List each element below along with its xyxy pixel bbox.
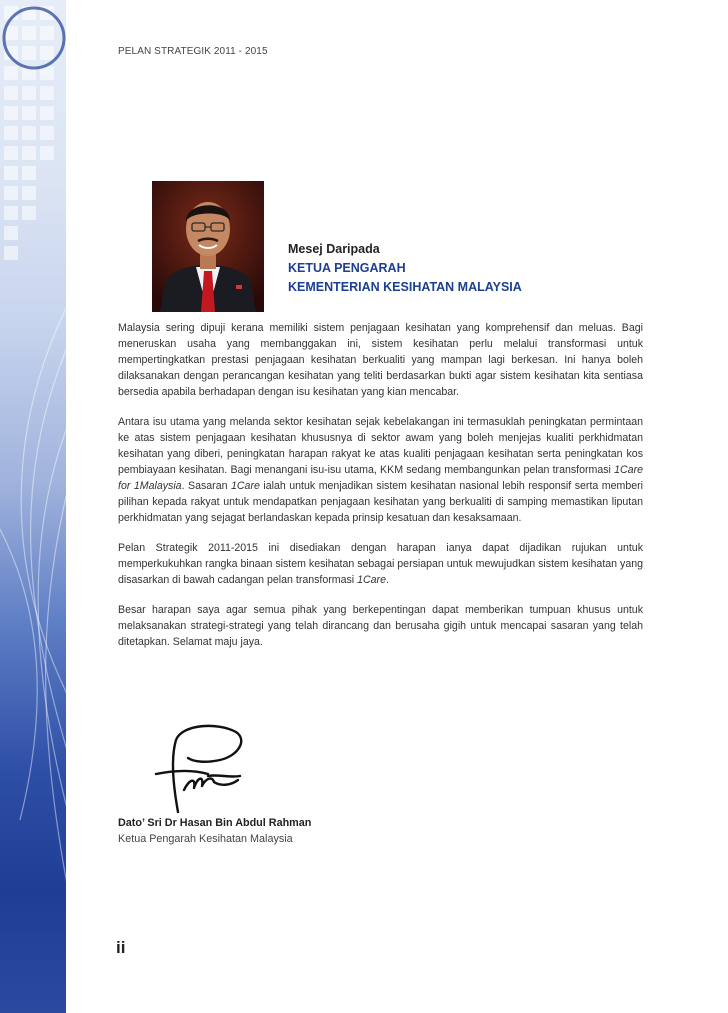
- signer-name: Dato’ Sri Dr Hasan Bin Abdul Rahman: [118, 817, 312, 829]
- message-title-from: Mesej Daripada: [288, 242, 380, 256]
- portrait-photo: [152, 181, 264, 312]
- signer-position: Ketua Pengarah Kesihatan Malaysia: [118, 833, 293, 845]
- paragraph-4: Besar harapan saya agar semua pihak yang berkepentingan dapat memberikan tumpuan khusus untuk melaksanakan strategi-strategi yang telah dirancang dan berusaha gigih untuk mencapai sasaran yang telah ditetapkan. Selamat maju jaya.: [118, 604, 643, 648]
- signature-drawing: [148, 720, 258, 815]
- message-title-position: KETUA PENGARAH: [288, 261, 406, 275]
- signer-block: [118, 815, 311, 847]
- handwritten-signature: [148, 720, 258, 820]
- message-title-block: [288, 240, 522, 297]
- decorative-sidebar: [0, 0, 66, 1013]
- message-title-ministry: KEMENTERIAN KESIHATAN MALAYSIA: [288, 280, 522, 294]
- running-header: PELAN STRATEGIK 2011 - 2015: [118, 46, 268, 57]
- page-number: ii: [116, 938, 126, 957]
- paragraph-2: Antara isu utama yang melanda sektor kesihatan sejak kebelakangan ini termasuklah peningkatan permintaan ke atas sistem penjagaan kesihatan khususnya di sektor awam yang boleh menjejas kualiti perkhidmatan kesihatan yang diberi, peningkatan harapan rakyat ke atas kualiti penjagaan kesihatan serta peningkatan kos pembiayaan kesihatan. Bagi menangani isu-isu utama, KKM sedang membangunkan pelan transformasi 1Care for 1Malaysia. Sasaran 1Care ialah untuk menjadikan sistem kesihatan nasional lebih responsif serta memberi pilihan kepada rakyat untuk mendapatkan penjagaan kesihatan yang berkualiti di samping memastikan liputan perkhidmatan yang sejagat berlandaskan kepada prinsip kesatuan dan kesaksamaan.: [118, 416, 644, 524]
- paragraph-1: Malaysia sering dipuji kerana memiliki sistem penjagaan kesihatan yang komprehensif dan meluas. Bagi meneruskan usaha yang membanggakan ini, sistem kesihatan perlu melalui transformasi untuk mempertingkatkan prestasi penjagaan kesihatan berkualiti yang mampan lagi berkesan. Ini hanya boleh dilaksanakan dengan perancangan kesihatan yang teliti berdasarkan bukti agar sistem kesihatan kita sentiasa bersedia apabila berhadapan dengan isu kesihatan yang kian mencabar.: [118, 322, 643, 398]
- paragraph-3: Pelan Strategik 2011-2015 ini disediakan dengan harapan ianya dapat dijadikan rujukan untuk memperkukuhkan rangka binaan sistem kesihatan sebagai persiapan untuk mewujudkan sistem kesihatan yang disasarkan di bawah cadangan pelan transformasi 1Care.: [118, 542, 643, 586]
- portrait-illustration: [152, 181, 264, 312]
- message-body: [118, 320, 643, 664]
- sidebar-pattern: [0, 0, 66, 1013]
